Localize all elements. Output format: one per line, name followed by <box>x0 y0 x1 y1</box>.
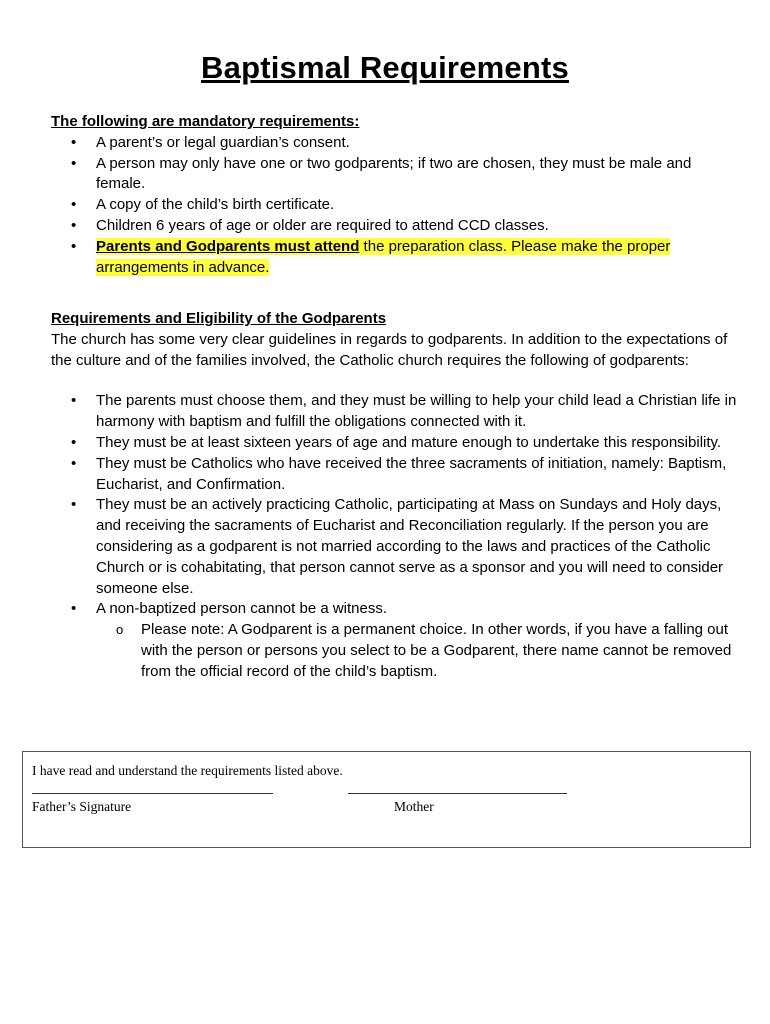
godparents-section <box>51 309 741 683</box>
list-item: • They must be Catholics who have received the three sacraments of initiation, namely: Baptism, Eucharist, and Confirmation. <box>51 454 741 496</box>
father-signature-label: Father’s Signature <box>32 799 132 814</box>
highlight-bold-text: Parents and Godparents must attend <box>96 237 360 255</box>
mandatory-heading: The following are mandatory requirements: <box>51 113 360 130</box>
list-item-text: A non-baptized person cannot be a witness. <box>96 600 388 618</box>
mother-signature-label: Mother <box>394 799 434 814</box>
father-signature-line[interactable] <box>32 793 273 794</box>
mother-signature-line[interactable] <box>348 793 567 794</box>
signature-box <box>22 751 751 848</box>
list-item: • A copy of the child’s birth certificate. <box>51 195 741 216</box>
list-item: • Children 6 years of age or older are required to attend CCD classes. <box>51 216 741 237</box>
highlight-text: the preparation class. Please make the proper arrangements in advance. <box>96 237 671 276</box>
list-item: • They must be at least sixteen years of age and mature enough to undertake this responsibility. <box>51 433 741 454</box>
mandatory-list <box>51 133 741 279</box>
note-item: o Please note: A Godparent is a permanent choice. In other words, if you have a falling out with the person or persons you select to be a Godparent, there name cannot be removed from the official record of the child’s baptism. <box>96 620 741 682</box>
highlighted-list-item <box>51 237 741 279</box>
acknowledgement-text: I have read and understand the requirements listed above. <box>32 763 343 778</box>
list-item: • A parent’s or legal guardian’s consent. <box>51 133 741 154</box>
list-item: • The parents must choose them, and they must be willing to help your child lead a Christian life in harmony with baptism and fulfill the obligations connected with it. <box>51 391 741 433</box>
godparents-list <box>51 391 741 682</box>
page-title: Baptismal Requirements <box>201 50 569 85</box>
mandatory-section <box>51 112 741 278</box>
list-item: • A person may only have one or two godparents; if two are chosen, they must be male and female. <box>51 154 741 196</box>
list-item <box>51 599 741 682</box>
sub-list <box>96 620 741 682</box>
list-item: • They must be an actively practicing Catholic, participating at Mass on Sundays and Holy days, and receiving the sacraments of Eucharist and Reconciliation regularly. If the person you are considering as a godparent is not married according to the laws and practices of the Catholic Church or is cohabitating, that person cannot serve as a sponsor and you will need to consider someone else. <box>51 495 741 599</box>
godparents-intro: The church has some very clear guidelines in regards to godparents. In addition to the expectations of the culture and of the families involved, the Catholic church requires the following of godparents: <box>51 330 728 369</box>
godparents-heading: Requirements and Eligibility of the Godparents <box>51 310 387 327</box>
